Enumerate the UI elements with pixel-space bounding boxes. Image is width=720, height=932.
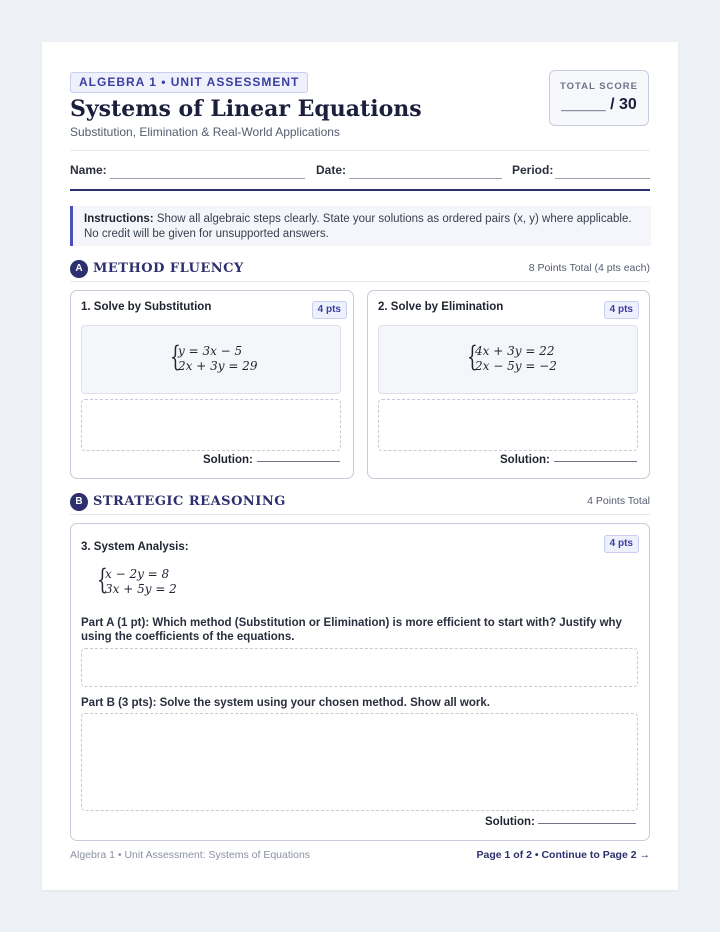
total-score-box: [549, 70, 649, 126]
divider: [70, 281, 650, 282]
divider: [70, 150, 650, 151]
name-field[interactable]: [110, 178, 305, 179]
instructions-text: [84, 212, 632, 242]
question-2-eq1: 4x + 3y = 22: [475, 344, 555, 358]
brace-glyph: {: [170, 340, 181, 373]
period-label: Period:: [512, 163, 554, 177]
question-1-equation-box: [81, 325, 341, 394]
brace-glyph: {: [467, 340, 478, 373]
instructions-label: Instructions:: [84, 213, 154, 225]
question-2-solution-field[interactable]: [554, 461, 637, 462]
part-a-answer-area[interactable]: [81, 648, 638, 687]
brace-glyph: {: [97, 563, 108, 596]
name-label: Name:: [70, 163, 107, 177]
question-3-eq2: 3x + 5y = 2: [105, 582, 177, 596]
question-3-solution-label: Solution:: [485, 816, 535, 828]
date-label: Date:: [316, 163, 347, 177]
question-2-card: [367, 290, 650, 479]
question-1-points: 4 pts: [312, 301, 347, 319]
part-a-prompt: Part A (1 pt): Which method (Substitution or Elimination) is more efficient to start with? Justify why using the coefficients of the equations.: [81, 617, 622, 643]
question-2-equation-box: [378, 325, 638, 394]
question-3-title: 3. System Analysis:: [81, 541, 189, 553]
question-1-work-area[interactable]: [81, 399, 341, 451]
question-3-eq1: x − 2y = 8: [105, 567, 170, 581]
worksheet-page: [42, 42, 678, 890]
question-2-points: 4 pts: [604, 301, 639, 319]
section-b-title: STRATEGIC REASONING: [93, 494, 286, 509]
score-value: _____ / 30: [561, 96, 637, 113]
part-b-prompt: Part B (3 pts): Solve the system using your chosen method. Show all work.: [81, 697, 490, 709]
footer-page-nav[interactable]: Page 1 of 2 • Continue to Page 2 →: [476, 849, 650, 861]
question-2-eq2: 2x − 5y = −2: [475, 359, 557, 373]
instructions-box: [70, 206, 651, 246]
course-tag: ALGEBRA 1 • UNIT ASSESSMENT: [70, 72, 308, 93]
question-1-eq2: 2x + 3y = 29: [178, 359, 258, 373]
section-a-points: 8 Points Total (4 pts each): [528, 262, 650, 274]
question-3-solution-field[interactable]: [538, 823, 636, 824]
question-1-card: [70, 290, 354, 479]
question-1-solution-label: Solution:: [203, 454, 253, 466]
question-1-title: 1. Solve by Substitution: [81, 301, 212, 313]
score-label: TOTAL SCORE: [559, 81, 639, 92]
divider: [70, 514, 650, 515]
question-1-eq1: y = 3x − 5: [178, 344, 243, 358]
question-3-points: 4 pts: [604, 535, 639, 553]
date-field[interactable]: [349, 178, 502, 179]
page-subtitle: Substitution, Elimination & Real-World Applications: [70, 125, 340, 139]
section-b-badge: B: [70, 493, 88, 511]
part-b-work-area[interactable]: [81, 713, 638, 811]
question-2-solution-label: Solution:: [500, 454, 550, 466]
question-2-title: 2. Solve by Elimination: [378, 301, 504, 313]
instructions-body: Show all algebraic steps clearly. State your solutions as ordered pairs (x, y) where applicable.: [153, 213, 632, 225]
footer-course: Algebra 1 • Unit Assessment: Systems of Equations: [70, 849, 311, 861]
section-a-badge: A: [70, 260, 88, 278]
question-3-card: [70, 523, 650, 841]
page-title: Systems of Linear Equations: [70, 96, 422, 122]
header-rule: [70, 189, 650, 191]
question-2-work-area[interactable]: [378, 399, 638, 451]
period-field[interactable]: [555, 178, 650, 179]
section-a-title: METHOD FLUENCY: [93, 261, 244, 276]
section-b-points: 4 Points Total: [587, 495, 650, 507]
instructions-body-2: No credit will be given for unsupported answers.: [84, 228, 329, 240]
question-1-solution-field[interactable]: [257, 461, 340, 462]
